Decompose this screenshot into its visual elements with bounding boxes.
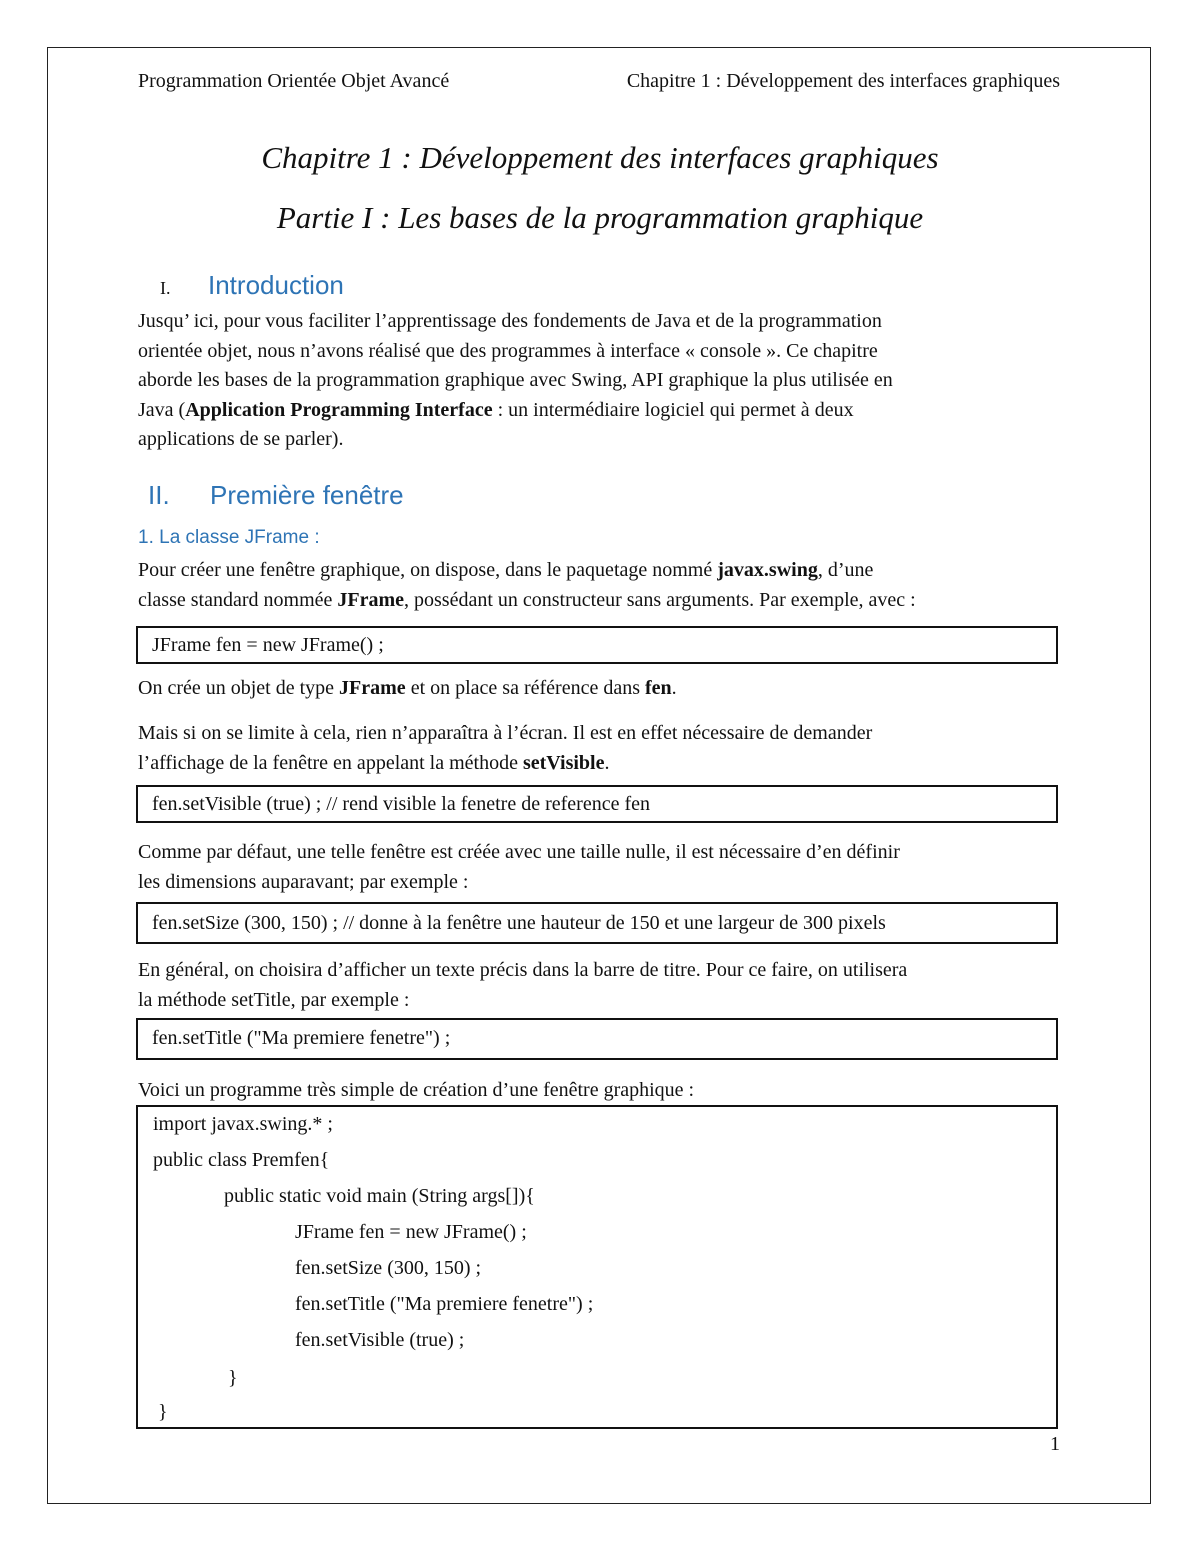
code-line: public static void main (String args[]){ <box>224 1185 535 1207</box>
text-span: On crée un objet de type <box>138 677 340 699</box>
bold-term: setVisible <box>522 751 605 774</box>
code-box <box>136 902 1058 944</box>
setvisible-paragraph <box>138 719 1068 778</box>
object-paragraph <box>138 674 1068 704</box>
text-line: orientée objet, nous n’avons réalisé que des programmes à interface « console ». Ce chapitre <box>138 339 878 362</box>
running-header-left: Programmation Orientée Objet Avancé <box>138 70 450 92</box>
title-paragraph <box>138 956 1068 1015</box>
code-line: public class Premfen{ <box>153 1149 330 1171</box>
text-line <box>138 556 1068 586</box>
bold-term: javax.swing <box>717 559 818 581</box>
text-line: Comme par défaut, une telle fenêtre est créée avec une taille nulle, il est nécessaire d’en définir <box>138 841 900 863</box>
code-line: fen.setTitle ("Ma premiere fenetre") ; <box>295 1293 594 1315</box>
text-span: . <box>671 677 677 699</box>
code-line: fen.setSize (300, 150) ; <box>295 1257 482 1279</box>
subsection-heading-jframe: 1. La classe JFrame : <box>138 527 320 548</box>
text-span: Java ( <box>138 398 186 421</box>
text-line: En général, on choisira d’afficher un texte précis dans la barre de titre. Pour ce faire, on utilisera <box>138 959 908 981</box>
text-line <box>138 674 1068 704</box>
bold-term: JFrame <box>339 677 406 699</box>
text-line: applications de se parler). <box>138 428 344 450</box>
text-span: : un intermédiaire logiciel qui permet à deux <box>492 398 854 421</box>
code-box <box>136 1018 1058 1060</box>
text-line: Mais si on se limite à cela, rien n’apparaîtra à l’écran. Il est en effet nécessaire de demander <box>138 722 873 744</box>
section-heading-premiere-fenetre <box>148 480 404 511</box>
bold-term: JFrame <box>337 588 405 611</box>
section-number: I. <box>160 278 171 298</box>
text-line: Voici un programme très simple de création d’une fenêtre graphique : <box>138 1079 695 1101</box>
text-line: la méthode setTitle, par exemple : <box>138 988 410 1011</box>
jframe-paragraph <box>138 556 1068 615</box>
text-span: , possédant un constructeur sans arguments. Par exemple, avec : <box>404 588 916 611</box>
code-text: fen.setVisible (true) ; // rend visible la fenetre de reference fen <box>152 793 650 815</box>
section-title: Introduction <box>208 270 344 300</box>
code-text: fen.setTitle ("Ma premiere fenetre") ; <box>152 1027 451 1049</box>
part-title: Partie I : Les bases de la programmation graphique <box>276 200 924 235</box>
code-box <box>136 785 1058 823</box>
code-line: JFrame fen = new JFrame() ; <box>295 1221 527 1243</box>
code-text: JFrame fen = new JFrame() ; <box>152 634 384 656</box>
code-text: fen.setSize (300, 150) ; // donne à la fenêtre une hauteur de 150 et une largeur de 300 pixels <box>152 912 886 934</box>
text-span: , d’une <box>817 559 874 581</box>
text-line: les dimensions auparavant; par exemple : <box>138 870 469 893</box>
program-intro-paragraph <box>138 1076 1068 1106</box>
bold-term: Application Programming Interface <box>185 398 493 421</box>
text-span: . <box>604 751 610 774</box>
text-line <box>138 586 1068 616</box>
text-span: classe standard nommée <box>138 588 338 611</box>
text-span: et on place sa référence dans <box>405 677 645 699</box>
code-line: } <box>158 1401 168 1423</box>
chapter-title: Chapitre 1 : Développement des interfaces graphiques <box>261 140 939 175</box>
section-title: Première fenêtre <box>210 480 404 510</box>
text-line <box>138 749 1068 779</box>
section-number: II. <box>148 480 170 510</box>
running-header-right: Chapitre 1 : Développement des interfaces graphiques <box>626 70 1060 92</box>
intro-paragraph <box>138 307 1068 455</box>
text-span: l’affichage de la fenêtre en appelant la méthode <box>138 751 523 774</box>
text-line: Jusqu’ ici, pour vous faciliter l’apprentissage des fondements de Java et de la programmation <box>138 310 882 332</box>
code-line: fen.setVisible (true) ; <box>295 1329 465 1351</box>
text-line <box>138 396 1068 426</box>
program-code-box <box>136 1105 1058 1429</box>
page-number: 1 <box>1050 1433 1060 1455</box>
code-line: } <box>228 1367 238 1389</box>
size-paragraph <box>138 838 1068 897</box>
text-span: Pour créer une fenêtre graphique, on dispose, dans le paquetage nommé <box>138 559 718 581</box>
text-line: aborde les bases de la programmation graphique avec Swing, API graphique la plus utilisée en <box>138 369 893 391</box>
code-line: import javax.swing.* ; <box>153 1113 333 1135</box>
bold-term: fen <box>645 677 672 699</box>
section-heading-introduction <box>160 270 344 301</box>
code-box <box>136 626 1058 664</box>
